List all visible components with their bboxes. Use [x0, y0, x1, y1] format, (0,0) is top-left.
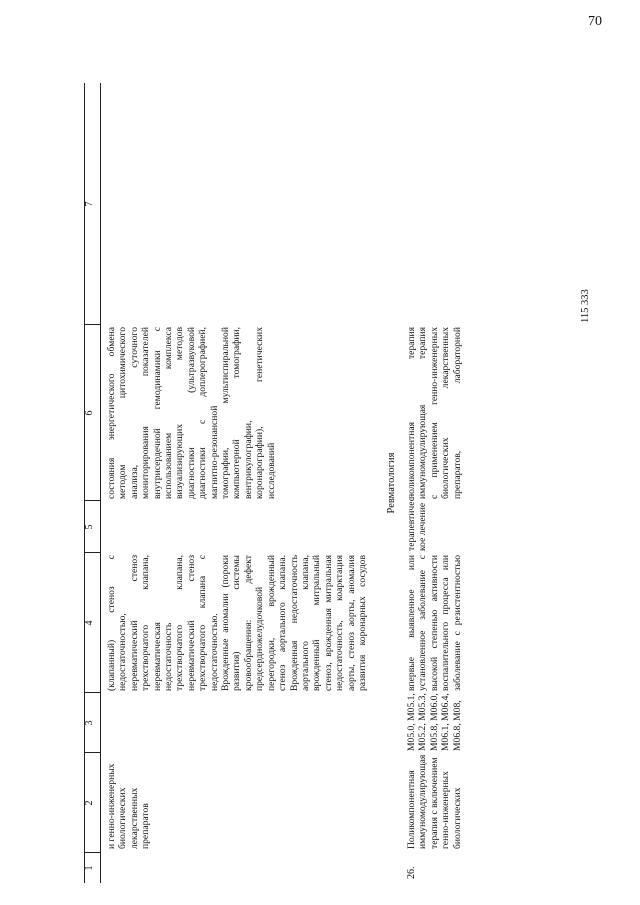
header-col-7: 7: [84, 201, 95, 207]
header-col-3: 3: [84, 720, 95, 726]
row-26-number: 26.: [406, 866, 417, 879]
row-26-price: 115 333: [580, 289, 591, 323]
header-col-2: 2: [84, 800, 95, 806]
continuation-col6-text: состояния энергетического обмена методом цитохимического анализа, суточного мониторирования показателей внутрисердечной гемодинамики с использованием комплекса визуализирующих методов диагностики (ультразвуковой диагностики с доплерографией, магнитно-резонансной томографии, мультиспиральной компьютерной томографии, вентрикулографии, коронарографии), генетических исследований: [106, 327, 277, 499]
header-col-4: 4: [84, 620, 95, 626]
header-col-6: 6: [84, 410, 95, 416]
row-26-col4-text: впервые выявленное или установленное заболевание с высокой степенью активности воспалительного процесса или заболевание с резистентностью: [406, 555, 463, 691]
row-26-col3-text: M05.0, M05.1, M05.2, M05.3, M05.8, M06.0, M06.1, M06.4, M06.8, M08,: [406, 693, 463, 751]
row-26-col6-text: поликомпонентная терапия иммуномодулирующая терапия с применением генно-инженерных биологических лекарственных препаратов, лабораторной: [406, 327, 463, 499]
page-number: 70: [588, 14, 602, 29]
continuation-col2-text: и генно-инженерных биологических лекарственных препаратов: [106, 763, 152, 849]
continuation-col4-text: (клапанный) стеноз с недостаточностью, неревматический стеноз трехстворчатого клапана, неревматическая недостаточность трехстворчатого клапана, неревматический стеноз трехстворчатого клапана с недостаточностью. Врожденные аномалии (пороки развития) системы кровообращения: дефект предсердножелудочковой перегородки, врожденный стеноз аортального клапана. Врожденная недостаточность аортального клапана, врожденный митральный стеноз, врожденная митральная недостаточность, коарктация аорты, стеноз аорты, аномалия развития коронарных сосудов: [106, 555, 368, 691]
rotated-table: [84, 83, 624, 883]
header-bottom-border: [100, 83, 101, 883]
row-26-col2-text: Поликомпонентная иммуномодулирующая терапия с включением генно-инженерных биологических: [406, 754, 463, 849]
header-col-1: 1: [84, 865, 95, 871]
section-title: Ревматология: [386, 452, 397, 514]
row-26-col5-text: терапевтичес- кое лечение: [406, 493, 429, 551]
header-col-5: 5: [84, 524, 95, 530]
